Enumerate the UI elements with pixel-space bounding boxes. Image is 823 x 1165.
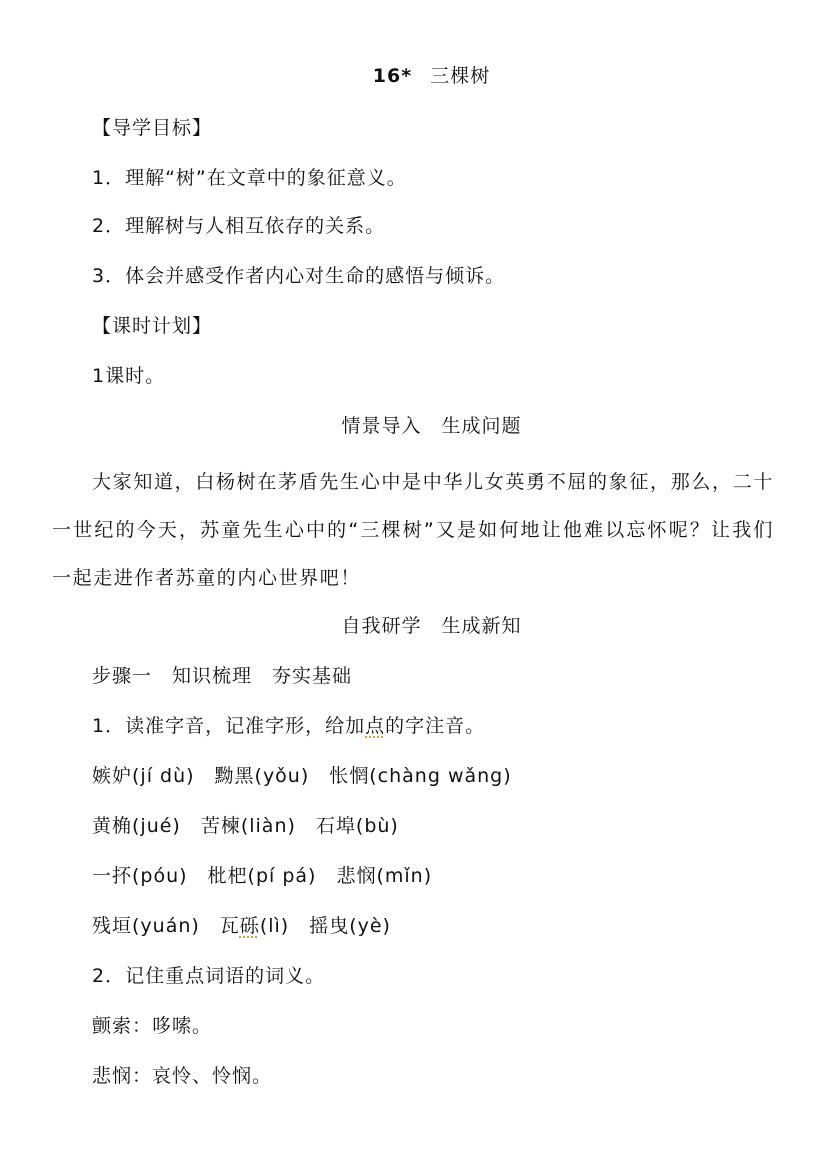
pinyin-row-4-dotted-char: 砾 (239, 915, 260, 937)
goal-item-3: 3．体会并感受作者内心对生命的感悟与倾诉。 (92, 265, 506, 287)
task-2-instruction: 2．记住重点词语的词义。 (92, 965, 326, 987)
intro-paragraph: 大家知道，白杨树在茅盾先生心中是中华儿女英勇不屈的象征，那么，二十一世纪的今天，苏童先生心中的“三棵树”又是如何地让他难以忘怀呢？让我们一起走进作者苏童的内心世界吧！ (52, 471, 774, 589)
pinyin-row-4 (92, 914, 391, 938)
goal-item-2: 2．理解树与人相互依存的关系。 (92, 215, 386, 237)
pinyin-row-4-part-b: (lì) 摇曳(yè) (259, 915, 391, 937)
task-1-instruction (92, 714, 485, 738)
schedule-heading: 【课时计划】 (92, 315, 213, 337)
task-1-prefix: 1．读准字音，记准字形，给加 (92, 715, 366, 737)
vocab-item-1: 颤索：哆嗦。 (92, 1015, 213, 1037)
lesson-number: 16* (372, 65, 413, 87)
task-1-suffix: 的字注音。 (385, 715, 486, 737)
pinyin-row-3: 一抔(póu) 枇杷(pí pá) 悲悯(mǐn) (92, 865, 433, 887)
lesson-title: 三棵树 (430, 65, 491, 87)
intro-heading: 情景导入 生成问题 (341, 415, 522, 437)
step-one-heading: 步骤一 知识梳理 夯实基础 (92, 665, 353, 687)
lesson-title-line (0, 64, 823, 88)
task-1-dotted-char: 点 (365, 715, 386, 737)
schedule-value: 1课时。 (92, 365, 166, 387)
pinyin-row-4-part-a: 残垣(yuán) 瓦 (92, 915, 240, 937)
goal-item-1: 1．理解“树”在文章中的象征意义。 (92, 167, 407, 189)
pinyin-row-1: 嫉妒(jí dù) 黝黑(yǒu) 怅惘(chàng wǎng) (92, 765, 512, 787)
vocab-item-2: 悲悯：哀怜、怜悯。 (92, 1065, 273, 1087)
pinyin-row-2: 黄桷(jué) 苦楝(liàn) 石埠(bù) (92, 815, 399, 837)
goals-heading: 【导学目标】 (92, 117, 213, 139)
study-heading: 自我研学 生成新知 (341, 615, 522, 637)
